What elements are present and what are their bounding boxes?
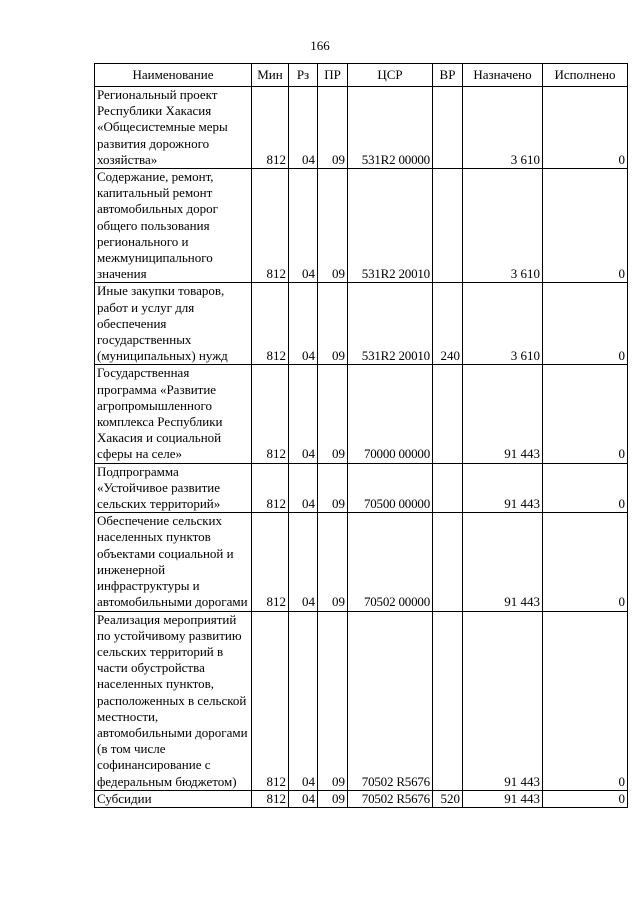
cell-assigned: 91 443: [463, 513, 543, 611]
cell-min: 812: [252, 283, 289, 365]
cell-vr: [433, 169, 463, 283]
table-row: [95, 790, 628, 807]
cell-rz: 04: [289, 611, 318, 790]
table-row: [95, 513, 628, 611]
cell-name: Иные закупки товаров, работ и услуг для обеспечения государственных (муниципальных) нужд: [95, 283, 252, 365]
cell-executed: 0: [543, 790, 628, 807]
cell-rz: 04: [289, 283, 318, 365]
cell-name: Субсидии: [95, 790, 252, 807]
cell-csr: 70500 00000: [348, 463, 433, 513]
cell-rz: 04: [289, 513, 318, 611]
cell-assigned: 91 443: [463, 463, 543, 513]
cell-executed: 0: [543, 611, 628, 790]
cell-csr: 70502 R5676: [348, 790, 433, 807]
cell-pr: 09: [318, 790, 348, 807]
cell-rz: 04: [289, 169, 318, 283]
table-row: [95, 169, 628, 283]
cell-pr: 09: [318, 611, 348, 790]
cell-min: 812: [252, 790, 289, 807]
cell-vr: [433, 611, 463, 790]
column-header-pr: ПР: [318, 64, 348, 87]
cell-csr: 531R2 00000: [348, 87, 433, 169]
cell-csr: 70000 00000: [348, 365, 433, 463]
column-header-min: Мин: [252, 64, 289, 87]
cell-executed: 0: [543, 463, 628, 513]
table-row: [95, 283, 628, 365]
table-row: [95, 365, 628, 463]
column-header-assigned: Назначено: [463, 64, 543, 87]
cell-assigned: 91 443: [463, 365, 543, 463]
cell-vr: [433, 87, 463, 169]
cell-min: 812: [252, 463, 289, 513]
cell-min: 812: [252, 611, 289, 790]
column-header-rz: Рз: [289, 64, 318, 87]
cell-pr: 09: [318, 365, 348, 463]
cell-pr: 09: [318, 169, 348, 283]
cell-min: 812: [252, 513, 289, 611]
cell-csr: 531R2 20010: [348, 169, 433, 283]
cell-name: Содержание, ремонт, капитальный ремонт автомобильных дорог общего пользования регионального и межмуниципального значения: [95, 169, 252, 283]
table-row: [95, 463, 628, 513]
column-header-vr: ВР: [433, 64, 463, 87]
cell-rz: 04: [289, 463, 318, 513]
table-row: [95, 87, 628, 169]
cell-executed: 0: [543, 365, 628, 463]
cell-csr: 70502 00000: [348, 513, 433, 611]
cell-assigned: 91 443: [463, 611, 543, 790]
cell-rz: 04: [289, 87, 318, 169]
cell-pr: 09: [318, 513, 348, 611]
cell-vr: 520: [433, 790, 463, 807]
cell-pr: 09: [318, 463, 348, 513]
cell-name: Государственная программа «Развитие агропромышленного комплекса Республики Хакасия и социальной сферы на селе»: [95, 365, 252, 463]
cell-name: Реализация мероприятий по устойчивому развитию сельских территорий в части обустройства населенных пунктов, расположенных в сельской местности, автомобильными дорогами (в том числе софинансирование с федеральным бюджетом): [95, 611, 252, 790]
table-row: [95, 611, 628, 790]
page-number: 166: [310, 38, 330, 53]
cell-rz: 04: [289, 365, 318, 463]
cell-name: Подпрограмма «Устойчивое развитие сельских территорий»: [95, 463, 252, 513]
cell-csr: 70502 R5676: [348, 611, 433, 790]
budget-table: [94, 63, 628, 808]
cell-assigned: 3 610: [463, 169, 543, 283]
cell-min: 812: [252, 87, 289, 169]
cell-executed: 0: [543, 87, 628, 169]
cell-pr: 09: [318, 87, 348, 169]
cell-vr: 240: [433, 283, 463, 365]
column-header-executed: Исполнено: [543, 64, 628, 87]
cell-assigned: 91 443: [463, 790, 543, 807]
column-header-name: Наименование: [95, 64, 252, 87]
cell-executed: 0: [543, 513, 628, 611]
cell-vr: [433, 365, 463, 463]
cell-vr: [433, 513, 463, 611]
cell-csr: 531R2 20010: [348, 283, 433, 365]
cell-rz: 04: [289, 790, 318, 807]
column-header-csr: ЦСР: [348, 64, 433, 87]
cell-executed: 0: [543, 283, 628, 365]
cell-min: 812: [252, 169, 289, 283]
cell-vr: [433, 463, 463, 513]
cell-name: Обеспечение сельских населенных пунктов объектами социальной и инженерной инфраструктуры и автомобильными дорогами: [95, 513, 252, 611]
cell-pr: 09: [318, 283, 348, 365]
cell-min: 812: [252, 365, 289, 463]
cell-executed: 0: [543, 169, 628, 283]
cell-assigned: 3 610: [463, 283, 543, 365]
cell-name: Региональный проект Республики Хакасия «Общесистемные меры развития дорожного хозяйства»: [95, 87, 252, 169]
cell-assigned: 3 610: [463, 87, 543, 169]
header-row: [95, 64, 628, 87]
